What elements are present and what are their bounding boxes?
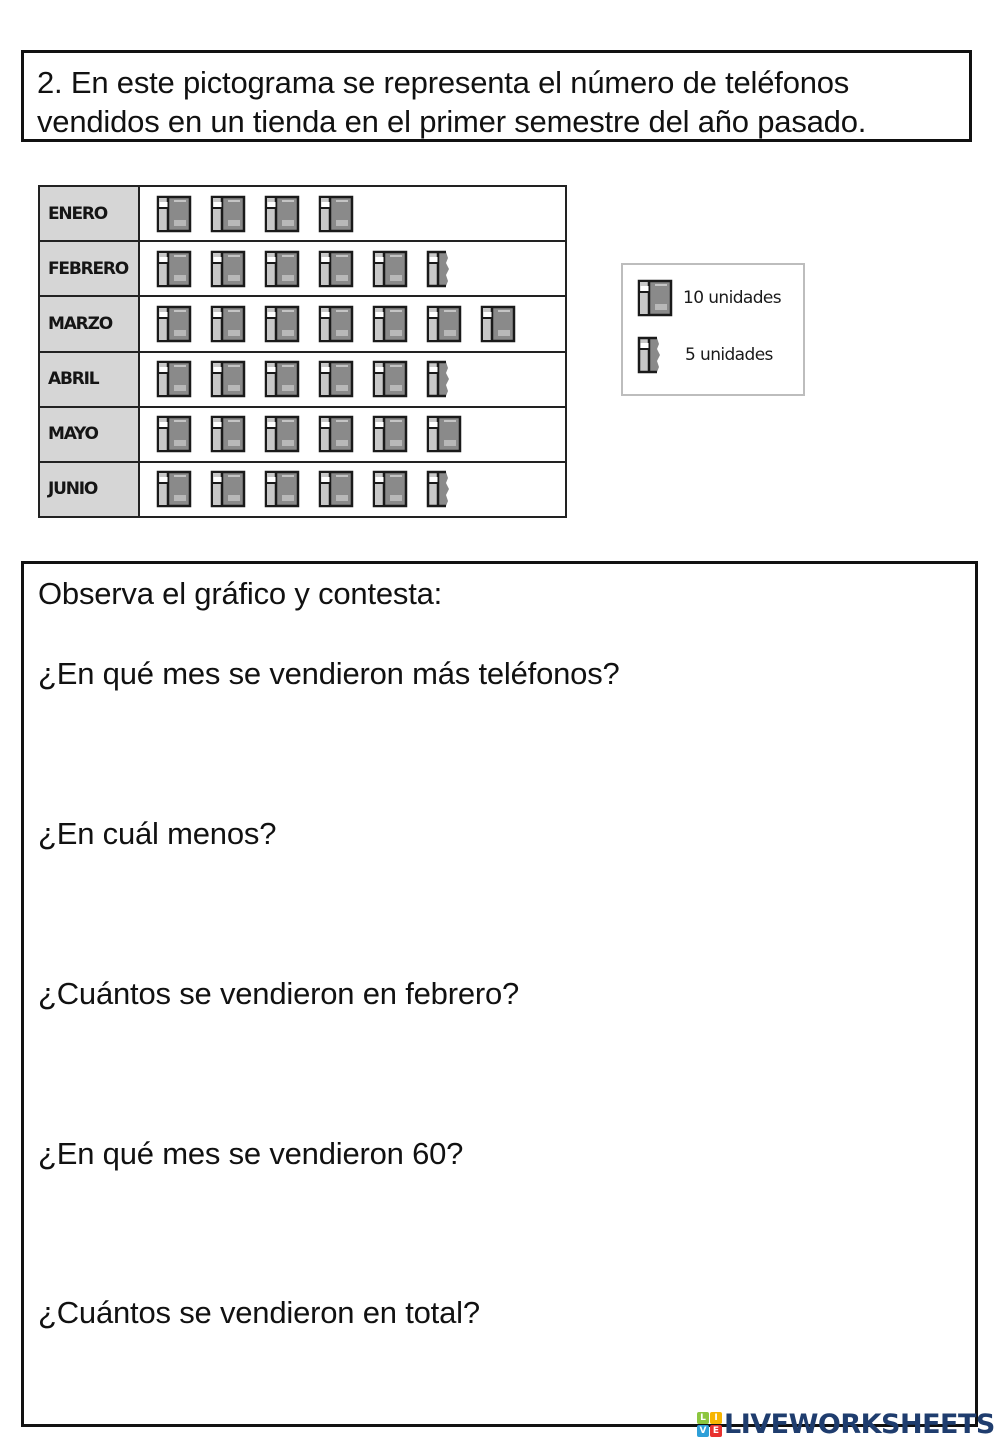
liveworksheets-watermark	[697, 1409, 995, 1440]
phone-book-icon	[318, 415, 354, 453]
phone-book-icon	[210, 415, 246, 453]
instruction-text: Observa el gráfico y contesta:	[38, 576, 443, 611]
phone-book-icon	[318, 250, 354, 288]
phone-book-icon	[210, 470, 246, 508]
icons-cell	[140, 408, 565, 461]
phone-book-icon	[372, 250, 408, 288]
question-3: ¿Cuántos se vendieron en febrero?	[38, 976, 520, 1011]
phone-book-icon	[372, 305, 408, 343]
answer-area-2[interactable]	[38, 859, 938, 929]
phone-book-icon	[318, 305, 354, 343]
answer-area-5[interactable]	[38, 1338, 938, 1408]
month-label: ENERO	[40, 187, 140, 240]
phone-book-icon	[210, 195, 246, 233]
phone-book-icon	[210, 360, 246, 398]
half-phone-book-icon	[426, 250, 454, 288]
answer-area-1[interactable]	[38, 699, 938, 769]
phone-book-icon	[210, 305, 246, 343]
phone-book-icon	[264, 360, 300, 398]
phone-book-icon	[318, 195, 354, 233]
questions-box	[21, 561, 978, 1427]
half-phone-book-icon	[426, 360, 454, 398]
logo-letter: E	[710, 1425, 722, 1437]
icons-cell	[140, 463, 565, 516]
phone-book-icon	[156, 195, 192, 233]
liveworksheets-logo-icon	[697, 1412, 722, 1437]
phone-book-icon	[156, 470, 192, 508]
icons-cell	[140, 242, 565, 295]
logo-letter: I	[710, 1412, 722, 1424]
half-phone-book-icon	[426, 470, 454, 508]
answer-area-3[interactable]	[38, 1019, 938, 1089]
month-label: MAYO	[40, 408, 140, 461]
pictogram-row	[40, 461, 565, 516]
question-4: ¿En qué mes se vendieron 60?	[38, 1136, 464, 1171]
phone-book-icon	[426, 415, 462, 453]
intro-line-1: 2. En este pictograma se representa el número de teléfonos	[37, 65, 850, 100]
pictogram-table	[38, 185, 567, 518]
logo-letter: V	[697, 1425, 709, 1437]
half-phone-book-icon	[637, 336, 665, 374]
pictogram-row	[40, 406, 565, 461]
phone-book-icon	[637, 279, 673, 317]
intro-line-2: vendidos en un tienda en el primer semestre del año pasado.	[37, 104, 867, 139]
legend-box	[621, 263, 805, 396]
pictogram-row	[40, 295, 565, 350]
phone-book-icon	[264, 470, 300, 508]
intro-box	[21, 50, 972, 142]
month-label: ABRIL	[40, 353, 140, 406]
phone-book-icon	[156, 415, 192, 453]
icons-cell	[140, 297, 565, 350]
phone-book-icon	[264, 415, 300, 453]
phone-book-icon	[318, 360, 354, 398]
legend-item-full	[637, 279, 781, 317]
question-2: ¿En cuál menos?	[38, 816, 277, 851]
phone-book-icon	[480, 305, 516, 343]
phone-book-icon	[372, 470, 408, 508]
question-5: ¿Cuántos se vendieron en total?	[38, 1295, 480, 1330]
phone-book-icon	[264, 250, 300, 288]
phone-book-icon	[264, 195, 300, 233]
phone-book-icon	[372, 415, 408, 453]
legend-label-half: 5 unidades	[685, 345, 773, 365]
pictogram-row	[40, 351, 565, 406]
question-1: ¿En qué mes se vendieron más teléfonos?	[38, 656, 620, 691]
phone-book-icon	[156, 250, 192, 288]
icons-cell	[140, 187, 565, 240]
month-label: JUNIO	[40, 463, 140, 516]
icons-cell	[140, 353, 565, 406]
phone-book-icon	[264, 305, 300, 343]
month-label: FEBRERO	[40, 242, 140, 295]
answer-area-4[interactable]	[38, 1179, 938, 1249]
legend-label-full: 10 unidades	[683, 288, 782, 308]
phone-book-icon	[156, 305, 192, 343]
logo-letter: L	[697, 1412, 709, 1424]
legend-item-half	[637, 336, 773, 374]
pictogram-row	[40, 240, 565, 295]
watermark-text: LIVEWORKSHEETS	[724, 1409, 995, 1440]
phone-book-icon	[318, 470, 354, 508]
phone-book-icon	[210, 250, 246, 288]
phone-book-icon	[156, 360, 192, 398]
phone-book-icon	[372, 360, 408, 398]
pictogram-row	[40, 187, 565, 240]
phone-book-icon	[426, 305, 462, 343]
month-label: MARZO	[40, 297, 140, 350]
